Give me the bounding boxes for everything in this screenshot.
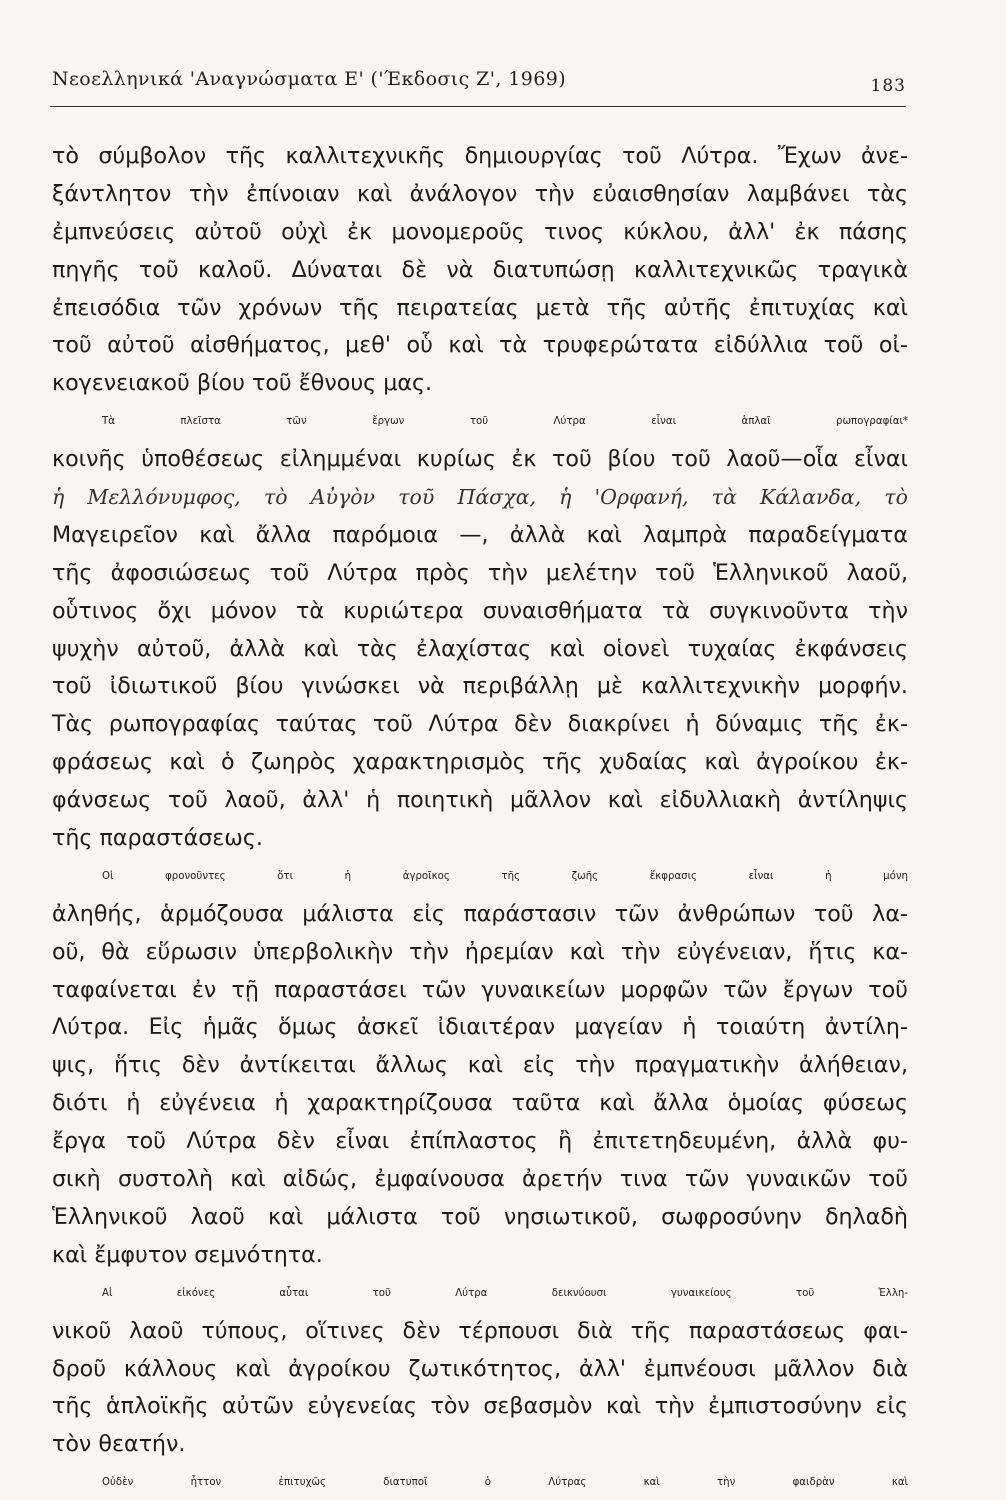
text-line: φάνσεως τοῦ λαοῦ, ἀλλ' ἡ ποιητικὴ μᾶλλον καὶ εἰδυλλιακὴ ἀντίληψις: [52, 787, 908, 814]
text-line: τοῦ αὐτοῦ αἰσθήματος, μεθ' οὗ καὶ τὰ τρυφερώτατα εἰδύλλια τοῦ οἰ-: [52, 332, 908, 359]
text-line: ἀληθής, ἁρμόζουσα μάλιστα εἰς παράστασιν τῶν ἀνθρώπων τοῦ λα-: [52, 900, 908, 927]
paragraph-start-line: Οἱ φρονοῦντες ὅτι ἡ ἀγροῖκος τῆς ζωῆς ἔκφρασις εἶναι ἡ μόνη: [102, 870, 908, 882]
text-line: Ἑλληνικοῦ λαοῦ καὶ μάλιστα τοῦ νησιωτικοῦ, σωφροσύνην δηλαδὴ: [52, 1203, 908, 1230]
page-number: 183: [870, 76, 906, 96]
running-title: Νεοελληνικά 'Αναγνώσματα Ε' ('Έκδοσις Ζ', 1969): [52, 68, 567, 90]
body-text: [52, 138, 908, 1500]
text-line: οὗτινος ὄχι μόνον τὰ κυριώτερα συναισθήματα τὰ συγκινοῦντα τὴν: [52, 597, 908, 624]
text-line-titles: [52, 479, 908, 517]
text-line: διότι ἡ εὐγένεια ἡ χαρακτηρίζουσα ταῦτα καὶ ἄλλα ὁμοίας φύσεως: [52, 1090, 908, 1117]
text-line: νικοῦ λαοῦ τύπους, οἵτινες δὲν τέρπουσι διὰ τῆς παραστάσεως φαι-: [52, 1317, 908, 1344]
text-line: ψις, ἥτις δὲν ἀντίκειται ἄλλως καὶ εἰς τὴν πραγματικὴν ἀλήθειαν,: [52, 1052, 908, 1079]
text-line: δροῦ κάλλους καὶ ἀγροίκου ζωτικότητος, ἀλλ' ἐμπνέουσι μᾶλλον διὰ: [52, 1355, 908, 1382]
text-line: τοῦ ἰδιωτικοῦ βίου γινώσκει νὰ περιβάλλῃ μὲ καλλιτεχνικὴν μορφήν.: [52, 673, 908, 700]
text-line: ψυχὴν αὐτοῦ, ἀλλὰ καὶ τὰς ἐλαχίστας καὶ οἱονεὶ τυχαίας ἐκφάνσεις: [52, 635, 908, 662]
text-line: Λύτρα. Εἰς ἡμᾶς ὅμως ἀσκεῖ ἰδιαιτέραν μαγείαν ἡ τοιαύτη ἀντίλη-: [52, 1014, 908, 1041]
text-line: τὸ σύμβολον τῆς καλλιτεχνικῆς δημιουργίας τοῦ Λύτρα. Ἔχων ἀνε-: [52, 143, 908, 169]
text-line: Τὰς ρωπογραφίας ταύτας τοῦ Λύτρα δὲν διακρίνει ἡ δύναμις τῆς ἐκ-: [52, 711, 908, 738]
text-line: κογενειακοῦ βίου τοῦ ἔθνους μας.: [52, 370, 433, 397]
header-rule: [50, 106, 906, 107]
italic-artwork-titles: ἡ Μελλόνυμφος, τὸ Αὐγὸν τοῦ Πάσχα, ἡ 'Ορφανή, τὰ Κάλανδα, τὸ: [52, 485, 908, 510]
text-line: καὶ ἔμφυτον σεμνότητα.: [52, 1241, 323, 1268]
text-line: φράσεως καὶ ὁ ζωηρὸς χαρακτηρισμὸς τῆς χυδαίας καὶ ἀγροίκου ἐκ-: [52, 749, 908, 776]
text-line: τῆς ἀφοσιώσεως τοῦ Λύτρα πρὸς τὴν μελέτην τοῦ Ἑλληνικοῦ λαοῦ,: [52, 559, 908, 586]
text-line: κοινῆς ὑποθέσεως εἰλημμέναι κυρίως ἐκ τοῦ βίου τοῦ λαοῦ—οἷα εἶναι: [52, 446, 908, 473]
running-head: [52, 62, 912, 96]
text-line: σικὴ συστολὴ καὶ αἰδώς, ἐμφαίνουσα ἀρετήν τινα τῶν γυναικῶν τοῦ: [52, 1166, 908, 1193]
text-line: πηγῆς τοῦ καλοῦ. Δύναται δὲ νὰ διατυπώσῃ καλλιτεχνικῶς τραγικὰ: [52, 256, 908, 283]
text-line: ἔργα τοῦ Λύτρα δὲν εἶναι ἐπίπλαστος ἢ ἐπιτετηδευμένη, ἀλλὰ φυ-: [52, 1128, 908, 1155]
text-line: οῦ, θὰ εὕρωσιν ὑπερβολικὴν τὴν ἠρεμίαν καὶ τὴν εὐγένειαν, ἥτις κα-: [52, 938, 908, 965]
text-line: ταφαίνεται ἐν τῇ παραστάσει τῶν γυναικείων μορφῶν τῶν ἔργων τοῦ: [52, 976, 908, 1003]
text-line: ξάντλητον τὴν ἐπίνοιαν καὶ ἀνάλογον τὴν εὐαισθησίαν λαμβάνει τὰς: [52, 180, 908, 207]
text-line: Μαγειρεῖον καὶ ἄλλα παρόμοια —, ἀλλὰ καὶ λαμπρὰ παραδείγματα: [52, 521, 908, 548]
text-line: τῆς ἁπλοϊκῆς αὐτῶν εὐγενείας τὸν σεβασμὸν καὶ τὴν ἐμπιστοσύνην εἰς: [52, 1393, 908, 1420]
text-line: ἐπεισόδια τῶν χρόνων τῆς πειρατείας μετὰ τῆς αὐτῆς ἐπιτυχίας καὶ: [52, 294, 908, 321]
text-line: τῆς παραστάσεως.: [52, 825, 263, 852]
paragraph-start-line: Οὐδὲν ἧττον ἐπιτυχῶς διατυποῖ ὁ Λύτρας καὶ τὴν φαιδρὰν καὶ: [102, 1477, 908, 1489]
text-line: τὸν θεατήν.: [52, 1431, 186, 1458]
text-line: ἐμπνεύσεις αὐτοῦ οὐχὶ ἐκ μονομεροῦς τινος κύκλου, ἀλλ' ἐκ πάσης: [52, 218, 908, 245]
paragraph-start-line: Αἱ εἰκόνες αὗται τοῦ Λύτρα δεικνύουσι γυναικείους τοῦ Ἑλλη-: [102, 1287, 908, 1299]
paragraph-start-line: Τὰ πλεῖστα τῶν ἔργων τοῦ Λύτρα εἶναι ἁπλαῖ ρωπογραφίαι*: [102, 416, 908, 428]
